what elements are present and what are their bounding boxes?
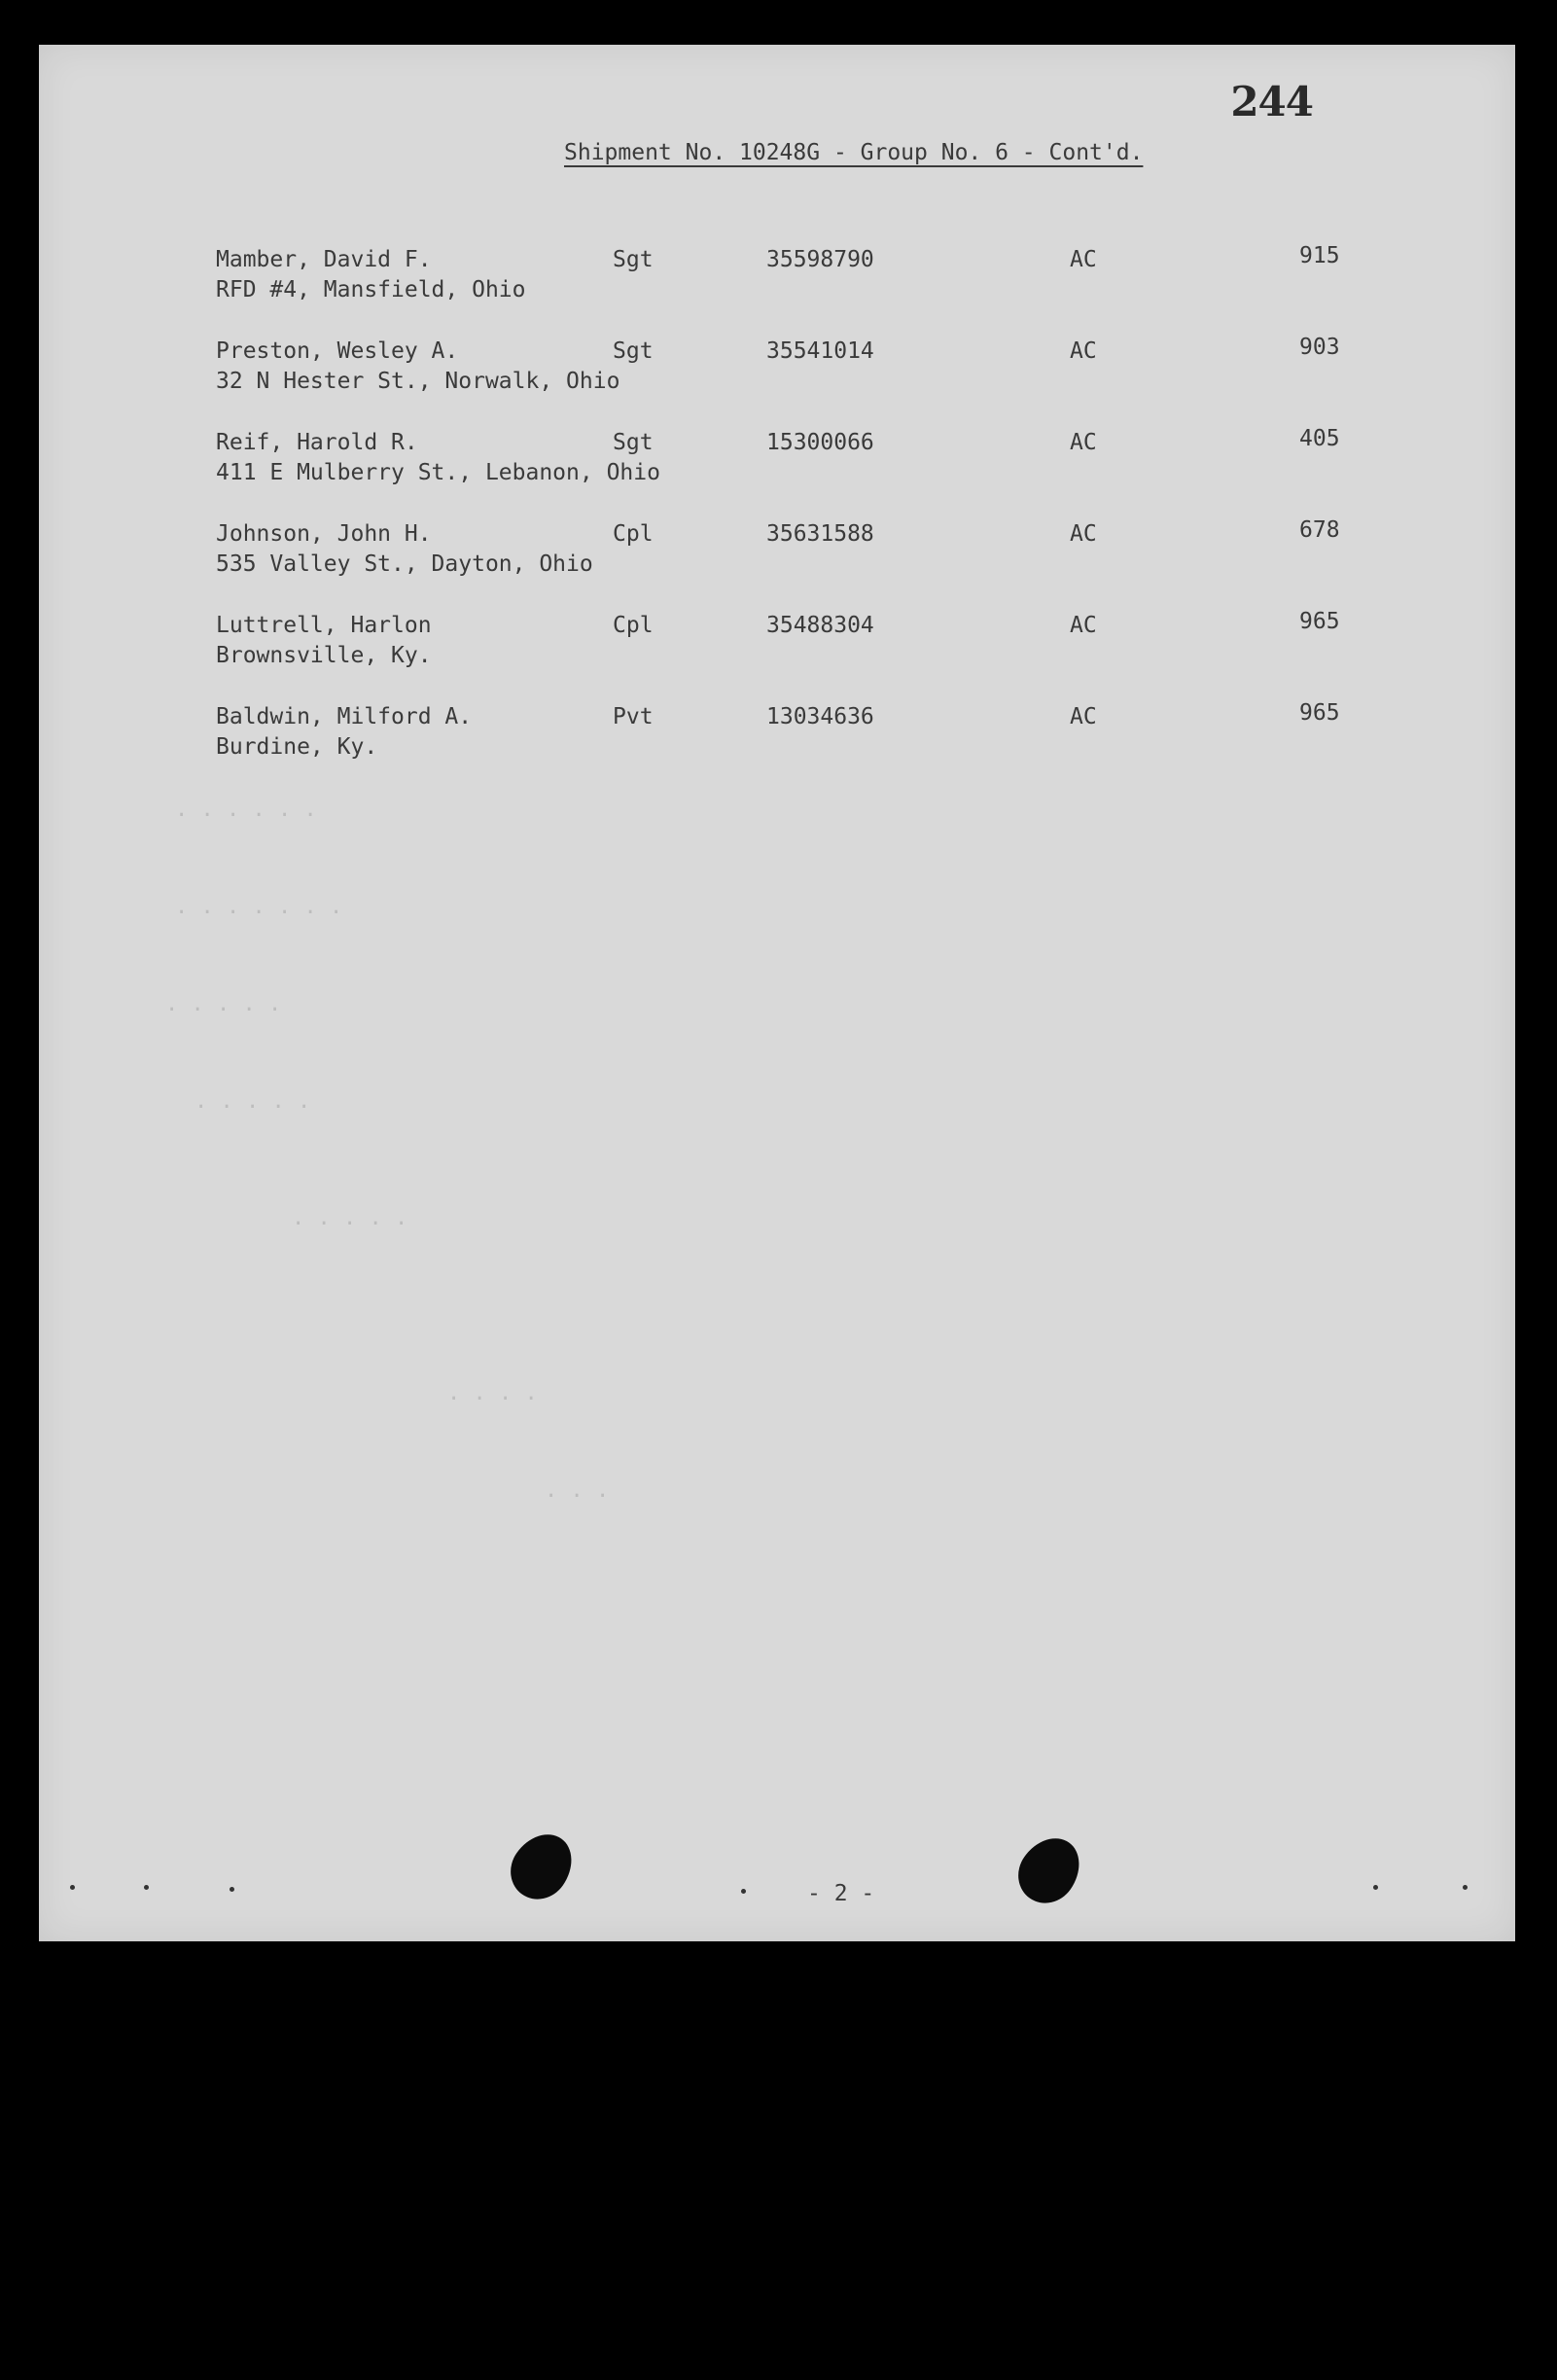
record-branch: AC <box>1070 521 1097 547</box>
record-branch: AC <box>1070 338 1097 364</box>
record-name: Baldwin, Milford A. <box>216 704 473 729</box>
record-rank: Sgt <box>613 430 654 455</box>
record-branch: AC <box>1070 247 1097 272</box>
record-code: 915 <box>1299 243 1340 268</box>
record-address: 535 Valley St., Dayton, Ohio <box>216 551 593 577</box>
document-page <box>39 45 1515 1941</box>
record-serial: 35488304 <box>766 613 874 638</box>
punch-hole <box>499 1823 584 1911</box>
record-name: Reif, Harold R. <box>216 430 418 455</box>
record-name: Johnson, John H. <box>216 521 432 547</box>
record-rank: Sgt <box>613 338 654 364</box>
bleed-through-mark: · · · · · · · <box>175 901 343 925</box>
bleed-through-mark: · · · · · <box>165 998 282 1022</box>
record-name: Luttrell, Harlon <box>216 613 432 638</box>
bleed-through-mark: · · · · · <box>195 1095 311 1119</box>
bleed-through-mark: · · · · · <box>292 1212 408 1236</box>
list-item <box>39 243 1515 315</box>
bleed-through-mark: · · · · <box>447 1387 538 1411</box>
speck-mark <box>741 1889 746 1894</box>
list-item <box>39 517 1515 589</box>
record-name: Mamber, David F. <box>216 247 432 272</box>
record-rank: Sgt <box>613 247 654 272</box>
list-item <box>39 335 1515 407</box>
record-serial: 15300066 <box>766 430 874 455</box>
record-serial: 35541014 <box>766 338 874 364</box>
record-address: 32 N Hester St., Norwalk, Ohio <box>216 369 620 394</box>
record-branch: AC <box>1070 430 1097 455</box>
record-serial: 35598790 <box>766 247 874 272</box>
speck-mark <box>1373 1885 1378 1890</box>
record-rank: Pvt <box>613 704 654 729</box>
record-rank: Cpl <box>613 613 654 638</box>
record-code: 678 <box>1299 517 1340 543</box>
record-serial: 13034636 <box>766 704 874 729</box>
record-branch: AC <box>1070 613 1097 638</box>
bleed-through-mark: · · · · · · <box>175 803 317 828</box>
record-address: RFD #4, Mansfield, Ohio <box>216 277 526 302</box>
record-code: 903 <box>1299 335 1340 360</box>
record-code: 405 <box>1299 426 1340 451</box>
record-address: Burdine, Ky. <box>216 734 378 760</box>
list-item <box>39 700 1515 772</box>
list-item <box>39 609 1515 681</box>
record-serial: 35631588 <box>766 521 874 547</box>
record-code: 965 <box>1299 609 1340 634</box>
footer-page-number: - 2 - <box>807 1881 875 1906</box>
speck-mark <box>144 1885 149 1890</box>
record-name: Preston, Wesley A. <box>216 338 459 364</box>
record-address: Brownsville, Ky. <box>216 643 432 668</box>
punch-hole <box>1007 1827 1092 1915</box>
record-code: 965 <box>1299 700 1340 726</box>
list-item <box>39 426 1515 498</box>
page-number: 244 <box>1230 78 1313 125</box>
bleed-through-mark: · · · <box>545 1484 610 1509</box>
speck-mark <box>70 1885 75 1890</box>
record-address: 411 E Mulberry St., Lebanon, Ohio <box>216 460 660 485</box>
speck-mark <box>230 1887 234 1892</box>
record-rank: Cpl <box>613 521 654 547</box>
record-branch: AC <box>1070 704 1097 729</box>
shipment-header: Shipment No. 10248G - Group No. 6 - Cont'd. <box>564 140 1144 165</box>
speck-mark <box>1463 1885 1468 1890</box>
